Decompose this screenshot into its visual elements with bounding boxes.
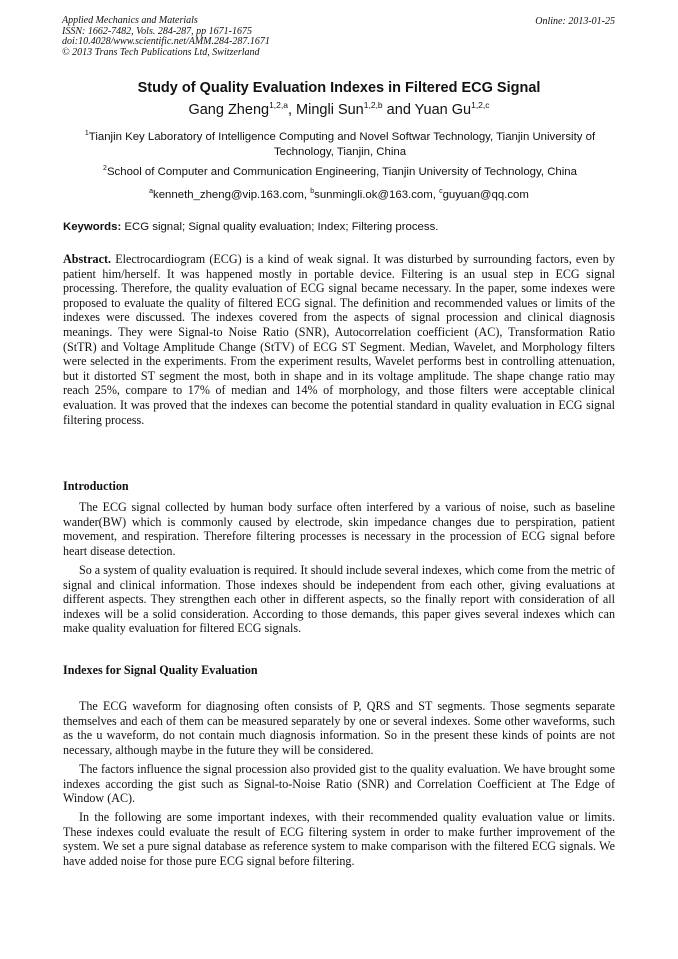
keywords-text: ECG signal; Signal quality evaluation; Index; Filtering process. — [121, 221, 439, 233]
affiliation-number: 1 — [84, 130, 89, 138]
indexes-paragraph: The factors influence the signal procession also provided gist to the quality evaluation. We have brought some indexes according the gist such as Signal-to-Noise Ratio (SNR) and Correlation Coefficient at The Edge of Window (AC). — [63, 762, 615, 806]
author-name: Yuan Gu — [414, 102, 472, 118]
abstract — [63, 252, 615, 427]
email-a[interactable]: kenneth_zheng@vip.163.com, — [153, 189, 311, 201]
journal-header — [62, 16, 482, 58]
author-superscript: 1,2,a — [269, 100, 288, 111]
email-superscript: b — [310, 188, 315, 196]
issn-line: ISSN: 1662-7482, Vols. 284-287, pp 1671-1675 — [62, 25, 252, 37]
indexes-paragraph: In the following are some important indexes, with their recommended quality evaluation value or limits. These indexes could evaluate the result of ECG filtering system in order to make further improvement of the system. We set a pure signal database as reference system to make comparison with the filtered ECG signals. We have added noise for those pure ECG signal before filtering. — [63, 810, 615, 868]
introduction-paragraph: The ECG signal collected by human body surface often interfered by a various of noise, such as baseline wander(BW) which is commonly caused by electrode, skin impedance changes due to perspiration, patient movement, and respiration. Therefore filtering processes is necessary in the procession of ECG signal before heart disease detection. — [63, 500, 615, 558]
indexes-heading: Indexes for Signal Quality Evaluation — [63, 663, 258, 677]
author-superscript: 1,2,b — [363, 100, 383, 111]
affiliation-number: 2 — [103, 165, 107, 173]
keywords — [63, 221, 623, 233]
paper-title: Study of Quality Evaluation Indexes in Filtered ECG Signal — [137, 80, 541, 96]
affiliation-text: School of Computer and Communication Engineering, Tianjin University of Technology, China — [106, 166, 577, 178]
author-separator: and — [382, 102, 415, 118]
keywords-label: Keywords: — [63, 221, 122, 233]
introduction-heading: Introduction — [63, 479, 129, 493]
email-b[interactable]: sunmingli.ok@163.com, — [314, 189, 440, 201]
abstract-text: Electrocardiogram (ECG) is a kind of weak signal. It was disturbed by surrounding factors, even by patient him/herself. It was happened mostly in portable device. Filtering is an usual step in ECG signal processing. Therefore, the quality evaluation of ECG signal became necessary. In the paper, some indexes were proposed to evaluate the quality of filtered ECG signal. The definition and recommended values or limits of the indexes were discussed. The indexes covered from the aspects of signal procession and clinical diagnosis meanings. They were Signal-to Noise Ratio (SNR), Autocorrelation coefficient (AC), Transformation Ratio (StTR) and Voltage Amplitude Change (StTV) of ECG ST Segment. Median, Wavelet, and Morphology filters were selected in the experiments. From the experiment results, Wavelet performs best in controlling attenuation, but it distorted ST segment the most, both in shape and in its voltage amplitude. The shape change ratio may reach 25%, compare to 17% of median and 14% of morphology, and those filters were acceptable clinical evaluation. It was proved that the indexes can become the potential standard in quality evaluation in ECG signal filtering process. — [63, 252, 615, 427]
email-c[interactable]: guyuan@qq.com — [442, 189, 529, 201]
email-line — [0, 189, 678, 201]
affiliation-2 — [64, 166, 616, 178]
doi-line[interactable]: doi:10.4028/www.scientific.net/AMM.284-287.1671 — [62, 36, 270, 47]
affiliation-text: Tianjin Key Laboratory of Intelligence Computing and Novel Softwar Technology, Tianjin University of Technology, Tianjin, China — [88, 131, 596, 158]
email-superscript: a — [149, 188, 154, 196]
author-separator: , — [287, 102, 297, 118]
copyright-line: © 2013 Trans Tech Publications Ltd, Switzerland — [62, 46, 260, 58]
indexes-paragraph: The ECG waveform for diagnosing often consists of P, QRS and ST segments. Those segments separate themselves and each of them can be measured separately by one or several indexes. Some other waveforms, such as the u waveform, do not contain much diagnosis information. So in the present these kinds of points are not necessary, although maybe in the future they will be considered. — [63, 699, 615, 757]
author-name: Mingli Sun — [296, 102, 364, 118]
affiliation-1 — [64, 130, 616, 160]
email-superscript: c — [439, 188, 443, 196]
journal-name: Applied Mechanics and Materials — [62, 15, 198, 26]
online-date: Online: 2013-01-25 — [535, 16, 615, 27]
author-line — [0, 102, 678, 118]
author-name: Gang Zheng — [188, 102, 270, 118]
abstract-label: Abstract. — [63, 252, 112, 266]
author-superscript: 1,2,c — [471, 100, 490, 111]
introduction-paragraph: So a system of quality evaluation is required. It should include several indexes, which come from the metric of signal and clinical information. Those indexes should be independent from each other, giving evaluations at different aspects. They strengthen each other in different aspects, so the finally report with consideration of all indexes will be a solid consideration. According to those demands, this paper gives several indexes which can make quality evaluation for filtered ECG signals. — [63, 563, 616, 636]
